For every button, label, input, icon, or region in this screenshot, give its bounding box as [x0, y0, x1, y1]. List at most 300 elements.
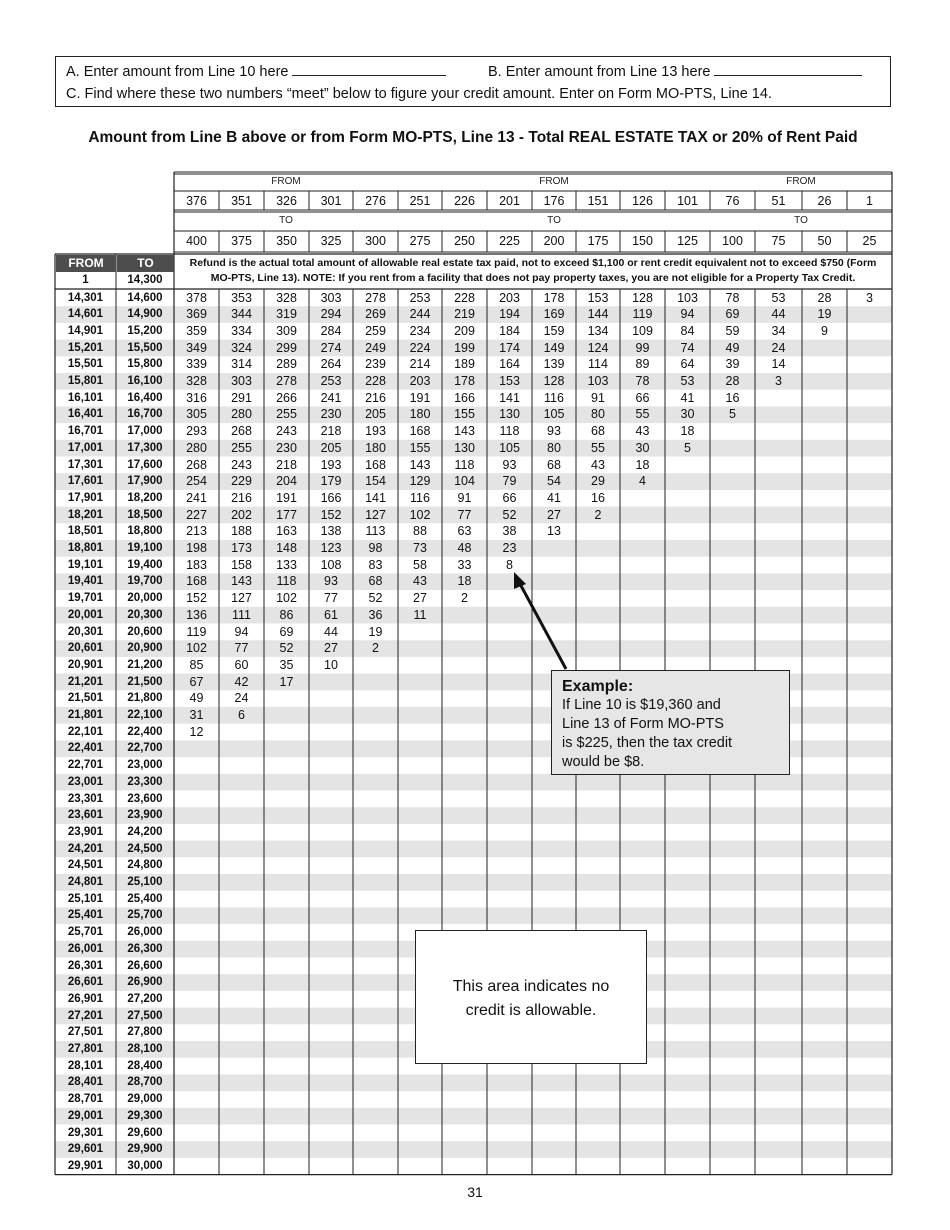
credit-value-cell: 203 [409, 374, 431, 388]
credit-value-cell: 328 [276, 290, 297, 305]
credit-value-cell: 334 [231, 323, 252, 338]
income-from-cell: 18,501 [67, 525, 104, 538]
income-from-cell: 17,601 [67, 475, 104, 488]
credit-value-cell: 164 [499, 357, 520, 372]
credit-value-cell: 243 [276, 424, 297, 439]
credit-value-cell: 209 [454, 323, 475, 338]
credit-value-cell: 159 [543, 323, 565, 338]
income-from-cell: 14,901 [67, 324, 104, 337]
income-to-cell: 21,500 [127, 675, 163, 688]
income-to-cell: 22,400 [127, 725, 163, 738]
income-to-cell: 19,400 [127, 558, 163, 571]
credit-value-cell: 73 [413, 541, 427, 555]
credit-value-cell: 63 [457, 524, 472, 539]
credit-value-cell: 52 [368, 591, 383, 606]
credit-value-cell: 153 [587, 290, 609, 305]
credit-value-cell: 2 [461, 591, 468, 606]
tax-to-value: 375 [231, 234, 252, 248]
credit-value-cell: 68 [368, 574, 383, 589]
example-line-1: If Line 10 is $19,360 and [562, 697, 721, 713]
income-to-cell: 22,100 [127, 709, 163, 721]
credit-value-cell: 294 [320, 307, 342, 322]
credit-value-cell: 163 [276, 524, 297, 539]
income-to-cell: 29,000 [127, 1093, 163, 1106]
credit-value-cell: 43 [635, 424, 650, 439]
credit-value-cell: 93 [502, 457, 517, 472]
tax-to-value: 325 [320, 234, 342, 248]
credit-value-cell: 158 [231, 557, 252, 572]
income-to-cell: 14,300 [127, 274, 163, 286]
credit-value-cell: 193 [365, 424, 386, 439]
credit-value-cell: 118 [499, 424, 520, 439]
income-to-cell: 22,700 [127, 742, 163, 755]
credit-value-cell: 180 [365, 440, 386, 455]
credit-value-cell: 102 [409, 507, 431, 522]
income-from-cell: 20,901 [67, 658, 104, 671]
credit-value-cell: 353 [231, 290, 252, 305]
credit-value-cell: 152 [320, 507, 342, 522]
tax-to-value: 225 [499, 234, 520, 248]
income-from-cell: 26,301 [67, 959, 104, 972]
tax-from-value: 351 [231, 194, 252, 208]
credit-value-cell: 68 [547, 457, 561, 472]
tax-from-value: 26 [817, 194, 832, 208]
credit-value-cell: 105 [499, 440, 520, 455]
credit-value-cell: 259 [365, 323, 386, 338]
credit-value-cell: 13 [547, 524, 561, 539]
credit-value-cell: 268 [186, 457, 207, 472]
credit-value-cell: 134 [587, 323, 609, 338]
income-to-cell: 16,400 [127, 391, 163, 404]
credit-value-cell: 244 [409, 307, 431, 322]
credit-value-cell: 183 [186, 557, 207, 572]
income-to-cell: 20,600 [127, 625, 163, 638]
income-to-cell: 25,700 [127, 909, 163, 922]
credit-value-cell: 205 [365, 407, 386, 422]
income-from-cell: 21,801 [67, 709, 104, 721]
tax-to-value: 50 [817, 234, 832, 248]
income-to-cell: 17,000 [127, 425, 163, 438]
income-from-cell: 22,101 [67, 725, 104, 738]
credit-value-cell: 316 [186, 390, 207, 405]
credit-value-cell: 184 [499, 323, 520, 338]
credit-value-cell: 143 [231, 574, 252, 589]
credit-value-cell: 168 [186, 574, 207, 589]
credit-value-cell: 27 [547, 507, 561, 522]
example-line-4: would be $8. [562, 754, 645, 770]
credit-value-cell: 61 [324, 607, 338, 622]
credit-value-cell: 214 [409, 357, 431, 372]
income-to-cell: 15,200 [127, 324, 163, 337]
credit-value-cell: 3 [775, 374, 782, 388]
credit-value-cell: 10 [324, 657, 338, 672]
income-to-cell: 20,000 [127, 592, 163, 605]
credit-value-cell: 89 [635, 357, 650, 372]
credit-value-cell: 299 [276, 340, 297, 355]
credit-value-cell: 29 [591, 474, 605, 489]
income-to-cell: 27,500 [127, 1009, 163, 1022]
credit-value-cell: 174 [499, 340, 520, 355]
credit-value-cell: 180 [409, 407, 431, 422]
tax-from-value: 276 [365, 194, 386, 208]
income-from-cell: 16,701 [67, 425, 104, 438]
income-to-cell: 17,600 [127, 458, 163, 471]
credit-value-cell: 17 [279, 674, 294, 689]
credit-value-cell: 68 [591, 424, 605, 439]
credit-value-cell: 169 [543, 307, 565, 322]
credit-value-cell: 108 [320, 557, 342, 572]
income-from-cell: 23,001 [67, 775, 104, 788]
credit-value-cell: 77 [457, 507, 472, 522]
no-credit-line-2: credit is allowable. [465, 1002, 597, 1019]
from-range-label: FROM [534, 177, 574, 189]
income-to-cell: 26,000 [127, 926, 163, 939]
credit-value-cell: 84 [680, 323, 695, 338]
credit-value-cell: 88 [413, 524, 427, 539]
credit-value-cell: 38 [502, 524, 517, 539]
credit-value-cell: 139 [543, 357, 565, 372]
to-range-label: TO [272, 216, 300, 228]
income-from-cell: 27,501 [67, 1026, 104, 1039]
income-to-cell: 21,200 [127, 658, 163, 671]
credit-value-cell: 52 [502, 507, 517, 522]
income-from-cell: 21,201 [67, 675, 104, 688]
credit-value-cell: 54 [547, 474, 561, 489]
credit-value-cell: 118 [276, 574, 297, 589]
credit-value-cell: 98 [368, 541, 383, 555]
credit-value-cell: 168 [365, 457, 386, 472]
credit-value-cell: 116 [410, 490, 430, 505]
tax-to-value: 100 [722, 234, 743, 248]
credit-value-cell: 49 [725, 340, 740, 355]
income-from-cell: 20,001 [67, 608, 104, 621]
tax-from-value: 51 [771, 194, 786, 208]
credit-value-cell: 66 [502, 490, 517, 505]
credit-value-cell: 128 [632, 290, 653, 305]
credit-value-cell: 18 [680, 424, 695, 439]
credit-value-cell: 42 [234, 674, 249, 689]
income-from-cell: 19,401 [67, 575, 104, 588]
credit-value-cell: 155 [454, 407, 475, 422]
credit-value-cell: 289 [276, 357, 297, 372]
income-to-cell: 28,400 [127, 1059, 163, 1072]
income-from-cell: 28,401 [67, 1076, 104, 1089]
credit-value-cell: 105 [543, 407, 565, 422]
tax-from-value: 151 [587, 194, 609, 208]
credit-value-cell: 30 [680, 407, 695, 422]
credit-value-cell: 173 [231, 541, 252, 555]
credit-value-cell: 339 [186, 357, 207, 372]
income-from-cell: 24,501 [67, 859, 104, 872]
credit-value-cell: 24 [234, 691, 249, 706]
credit-value-cell: 328 [186, 374, 207, 388]
income-to-cell: 19,100 [127, 542, 163, 554]
credit-value-cell: 9 [821, 323, 828, 338]
credit-value-cell: 2 [372, 641, 379, 656]
income-from-cell: 29,001 [67, 1109, 104, 1122]
credit-value-cell: 28 [725, 374, 740, 388]
credit-value-cell: 93 [324, 574, 338, 589]
income-to-cell: 18,200 [127, 491, 163, 504]
income-to-cell: 25,400 [127, 892, 163, 905]
credit-value-cell: 35 [279, 657, 294, 672]
credit-value-cell: 111 [231, 607, 251, 622]
credit-value-cell: 191 [276, 490, 297, 505]
instruction-b: B. Enter amount from Line 13 here [488, 63, 862, 80]
income-from-cell: 24,201 [67, 842, 104, 855]
from-range-label: FROM [781, 177, 821, 189]
income-from-cell: 27,801 [67, 1043, 104, 1055]
to-range-label: TO [540, 216, 568, 228]
income-from-cell: 16,401 [67, 408, 104, 421]
credit-value-cell: 303 [320, 290, 342, 305]
example-callout [551, 670, 790, 775]
income-from-cell: 29,301 [67, 1126, 104, 1139]
credit-value-cell: 224 [409, 340, 431, 355]
credit-value-cell: 255 [276, 407, 297, 422]
credit-value-cell: 191 [409, 390, 431, 405]
credit-value-cell: 94 [680, 307, 695, 322]
tax-to-value: 200 [543, 234, 565, 248]
income-from-cell: 25,101 [67, 892, 104, 905]
income-from-cell: 14,301 [67, 291, 104, 304]
credit-value-cell: 129 [409, 474, 431, 489]
income-to-cell: 26,300 [127, 942, 163, 955]
credit-value-cell: 166 [320, 490, 342, 505]
income-from-cell: 25,401 [67, 909, 104, 922]
income-from-cell: 22,401 [67, 742, 104, 755]
credit-value-cell: 264 [320, 357, 342, 372]
credit-value-cell: 11 [413, 607, 427, 622]
credit-value-cell: 136 [186, 607, 207, 622]
tax-from-value: 301 [320, 194, 342, 208]
credit-value-cell: 228 [365, 374, 386, 388]
credit-value-cell: 109 [632, 323, 653, 338]
income-to-cell: 24,800 [127, 859, 163, 872]
income-from-cell: 24,801 [67, 876, 104, 888]
tax-to-value: 300 [365, 234, 386, 248]
credit-value-cell: 102 [186, 641, 207, 656]
credit-value-cell: 78 [635, 374, 650, 388]
example-line-2: Line 13 of Form MO-PTS [562, 716, 724, 732]
income-from-cell: 15,501 [67, 358, 104, 371]
income-to-cell: 29,600 [127, 1126, 163, 1139]
credit-value-cell: 27 [324, 641, 338, 656]
credit-value-cell: 229 [231, 474, 252, 489]
income-from-cell: 21,501 [67, 692, 104, 705]
income-to-cell: 28,700 [127, 1076, 163, 1089]
credit-value-cell: 314 [231, 357, 252, 372]
credit-value-cell: 119 [632, 307, 653, 322]
credit-value-cell: 4 [639, 474, 646, 489]
credit-value-cell: 33 [457, 557, 472, 572]
instruction-a: A. Enter amount from Line 10 here [66, 63, 446, 80]
refund-note-line-1: Refund is the actual total amount of allowable real estate tax paid, not to exceed $1,100 or rent credit equivalent not to exceed $750 (Form [189, 257, 877, 269]
credit-value-cell: 199 [454, 340, 475, 355]
income-from-header: FROM [56, 255, 116, 272]
income-from-cell: 14,601 [67, 308, 104, 321]
table-title: Amount from Line B above or from Form MO-PTS, Line 13 - Total REAL ESTATE TAX or 20% of Rent Paid [88, 129, 858, 146]
income-from-cell: 23,601 [67, 809, 104, 822]
credit-value-cell: 144 [587, 307, 609, 322]
credit-value-cell: 60 [234, 657, 249, 672]
credit-value-cell: 234 [409, 323, 431, 338]
tax-to-value: 25 [862, 234, 877, 248]
credit-value-cell: 18 [457, 574, 472, 589]
income-from-cell: 26,901 [67, 992, 104, 1005]
credit-value-cell: 189 [454, 357, 475, 372]
credit-value-cell: 178 [543, 290, 565, 305]
credit-value-cell: 91 [591, 390, 605, 405]
credit-value-cell: 43 [591, 457, 605, 472]
credit-value-cell: 203 [499, 290, 520, 305]
credit-value-cell: 143 [409, 457, 431, 472]
credit-value-cell: 86 [279, 607, 294, 622]
income-to-cell: 29,300 [127, 1109, 163, 1122]
income-to-cell: 16,700 [127, 408, 163, 421]
tax-from-value: 376 [186, 194, 207, 208]
credit-value-cell: 19 [368, 624, 383, 639]
credit-value-cell: 55 [635, 407, 650, 422]
income-from-cell: 20,601 [67, 642, 104, 655]
credit-value-cell: 309 [276, 323, 297, 338]
tax-from-value: 76 [725, 194, 740, 208]
credit-value-cell: 319 [276, 307, 297, 322]
credit-value-cell: 77 [324, 591, 338, 606]
credit-value-cell: 218 [276, 457, 297, 472]
credit-value-cell: 24 [771, 340, 786, 355]
credit-value-cell: 67 [189, 674, 204, 689]
tax-from-value: 251 [409, 194, 431, 208]
page-number: 31 [467, 1184, 483, 1200]
income-to-cell: 23,000 [127, 759, 163, 772]
credit-value-cell: 254 [186, 474, 207, 489]
income-from-cell: 26,001 [67, 942, 104, 955]
credit-value-cell: 278 [276, 374, 297, 388]
credit-value-cell: 138 [320, 524, 342, 539]
income-from-cell: 19,701 [67, 592, 104, 605]
credit-value-cell: 193 [320, 457, 342, 472]
credit-value-cell: 23 [502, 541, 517, 555]
tax-to-value: 175 [587, 234, 609, 248]
credit-value-cell: 268 [231, 424, 252, 439]
income-to-cell: 23,900 [127, 809, 163, 822]
credit-value-cell: 28 [817, 290, 832, 305]
income-to-cell: 14,600 [127, 291, 163, 304]
income-from-cell: 29,601 [67, 1143, 104, 1156]
credit-value-cell: 39 [725, 357, 740, 372]
credit-value-cell: 41 [680, 390, 695, 405]
credit-value-cell: 291 [231, 390, 252, 405]
income-to-cell: 16,100 [127, 375, 163, 387]
credit-value-cell: 85 [189, 657, 204, 672]
credit-value-cell: 128 [543, 374, 565, 388]
credit-value-cell: 12 [189, 724, 204, 739]
to-range-label: TO [787, 216, 815, 228]
credit-value-cell: 124 [587, 340, 609, 355]
credit-value-cell: 80 [547, 440, 561, 455]
tax-from-value: 1 [866, 194, 873, 208]
credit-value-cell: 69 [725, 307, 740, 322]
credit-value-cell: 3 [866, 290, 873, 305]
credit-value-cell: 53 [680, 374, 695, 388]
no-credit-line-1: This area indicates no [452, 978, 610, 995]
credit-value-cell: 153 [499, 374, 520, 388]
tax-to-value: 275 [409, 234, 431, 248]
credit-value-cell: 36 [368, 607, 383, 622]
credit-value-cell: 219 [454, 307, 475, 322]
income-to-cell: 24,200 [127, 825, 163, 838]
credit-value-cell: 349 [186, 340, 207, 355]
income-to-cell: 29,900 [127, 1143, 163, 1156]
credit-value-cell: 52 [279, 641, 294, 656]
income-to-cell: 21,800 [127, 692, 163, 705]
credit-value-cell: 154 [365, 474, 386, 489]
credit-value-cell: 2 [594, 507, 602, 522]
credit-value-cell: 5 [684, 440, 691, 455]
income-from-cell: 29,901 [67, 1159, 104, 1172]
income-to-cell: 26,900 [127, 976, 163, 989]
credit-value-cell: 274 [320, 340, 342, 355]
credit-value-cell: 249 [365, 340, 386, 355]
credit-value-cell: 58 [413, 557, 427, 572]
credit-value-cell: 148 [276, 541, 297, 555]
credit-value-cell: 102 [276, 591, 297, 606]
income-to-cell: 15,800 [127, 358, 163, 371]
income-from-cell: 17,301 [67, 458, 104, 471]
income-to-cell: 19,700 [127, 575, 163, 588]
credit-value-cell: 18 [635, 457, 650, 472]
credit-value-cell: 228 [454, 290, 475, 305]
credit-value-cell: 149 [543, 340, 565, 355]
no-credit-callout [415, 930, 647, 1064]
income-to-header: TO [117, 255, 174, 272]
credit-value-cell: 114 [588, 357, 608, 372]
income-from-cell: 15,801 [67, 375, 104, 387]
tax-from-value: 326 [276, 194, 297, 208]
credit-value-cell: 198 [186, 541, 207, 555]
credit-value-cell: 141 [499, 390, 520, 405]
credit-value-cell: 141 [365, 490, 386, 505]
example-title: Example: [562, 678, 634, 695]
income-to-cell: 14,900 [127, 308, 163, 321]
tax-from-value: 101 [677, 194, 698, 208]
credit-value-cell: 202 [231, 507, 252, 522]
tax-to-value: 75 [771, 234, 786, 248]
tax-to-value: 250 [454, 234, 475, 248]
tax-to-value: 350 [276, 234, 297, 248]
credit-value-cell: 127 [231, 591, 252, 606]
credit-value-cell: 227 [186, 507, 207, 522]
income-to-cell: 23,600 [127, 792, 163, 805]
income-to-cell: 15,500 [127, 341, 163, 354]
credit-value-cell: 194 [499, 307, 520, 322]
income-to-cell: 23,300 [127, 775, 163, 788]
credit-value-cell: 239 [365, 357, 386, 372]
credit-value-cell: 103 [587, 374, 609, 388]
tax-to-value: 125 [677, 234, 698, 248]
credit-value-cell: 130 [499, 407, 520, 422]
credit-value-cell: 27 [413, 591, 427, 606]
income-from-cell: 23,301 [67, 792, 104, 805]
from-range-label: FROM [266, 177, 306, 189]
credit-value-cell: 94 [234, 624, 249, 639]
credit-value-cell: 378 [186, 290, 207, 305]
income-from-cell: 17,001 [67, 441, 104, 454]
credit-value-cell: 241 [320, 390, 342, 405]
instruction-c: C. Find where these two numbers “meet” below to figure your credit amount. Enter on Form MO-PTS, Line 14. [66, 86, 772, 102]
credit-value-cell: 43 [413, 574, 427, 589]
